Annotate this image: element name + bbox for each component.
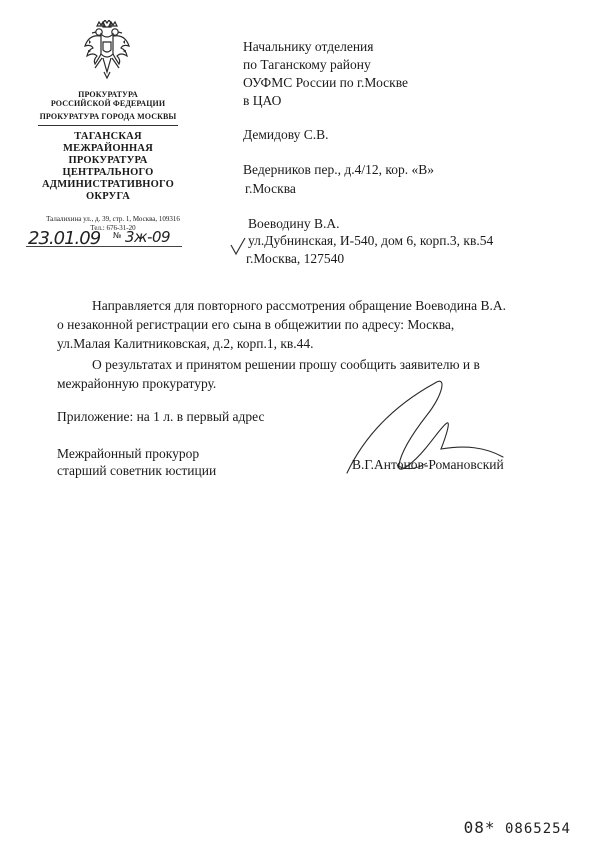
body-paragraph-1-line-3: ул.Малая Калитниковская, д.2, корп.1, кв.44. xyxy=(57,336,314,351)
recipient-address-city: г.Москва xyxy=(245,181,296,196)
recipient-address-street: Ведерников пер., д.4/12, кор. «В» xyxy=(243,162,434,177)
russian-double-headed-eagle-emblem xyxy=(83,20,131,82)
attachment-note: Приложение: на 1 л. в первый адрес xyxy=(57,409,265,424)
header-phone: Тел.: 676-31-20 xyxy=(90,224,136,232)
header-office-line-3: ПРОКУРАТУРА xyxy=(68,155,148,166)
header-office-line-2: МЕЖРАЙОННАЯ xyxy=(63,143,153,154)
body-paragraph-1-line-2: о незаконной регистрации его сына в общежитии по адресу: Москва, xyxy=(57,317,455,332)
header-line-federation: РОССИЙСКОЙ ФЕДЕРАЦИИ xyxy=(50,99,166,108)
signer-rank: старший советник юстиции xyxy=(57,463,217,478)
header-street-address: Талалихина ул., д. 39, стр. 1, Москва, 109316 xyxy=(46,215,180,223)
body-paragraph-1-line-1: Направляется для повторного рассмотрения обращение Воеводина В.А. xyxy=(92,298,507,313)
recipient-line-4: в ЦАО xyxy=(243,93,282,108)
recipient-line-3: ОУФМС России по г.Москве xyxy=(243,75,408,90)
signer-name: В.Г.Антонов-Романовский xyxy=(352,457,504,472)
checkmark-icon xyxy=(228,236,248,258)
header-office-line-4: ЦЕНТРАЛЬНОГО xyxy=(62,167,154,178)
recipient-line-2: по Таганскому району xyxy=(243,57,371,72)
document-serial-number xyxy=(464,818,571,837)
header-divider xyxy=(38,125,178,126)
serial-prefix: 08* xyxy=(463,818,496,837)
recipient-person: Демидову С.В. xyxy=(243,127,329,142)
second-recipient-city: г.Москва, 127540 xyxy=(246,251,345,266)
number-sign: № xyxy=(113,231,122,240)
signer-title: Межрайонный прокурор xyxy=(57,446,200,461)
second-recipient-name: Воеводину В.А. xyxy=(248,216,340,231)
handwritten-reference-number: 3ж-09 xyxy=(125,228,171,246)
recipient-line-1: Начальнику отделения xyxy=(243,39,374,54)
second-recipient-street: ул.Дубнинская, И-540, дом 6, корп.3, кв.54 xyxy=(248,233,494,248)
header-office-line-1: ТАГАНСКАЯ xyxy=(74,131,142,142)
header-office-line-6: ОКРУГА xyxy=(86,191,130,202)
handwritten-date: 23.01.09 xyxy=(28,228,101,249)
header-line-moscow-prosecutor: ПРОКУРАТУРА ГОРОДА МОСКВЫ xyxy=(39,112,177,121)
body-paragraph-2-line-2: межрайонную прокуратуру. xyxy=(57,376,217,391)
serial-digits: 0865254 xyxy=(504,821,571,837)
body-paragraph-2-line-1: О результатах и принятом решении прошу сообщить заявителю и в xyxy=(92,357,480,372)
header-line-prosecutor: ПРОКУРАТУРА xyxy=(78,90,138,99)
date-underline xyxy=(26,246,182,247)
header-office-line-5: АДМИНИСТРАТИВНОГО xyxy=(41,179,175,190)
